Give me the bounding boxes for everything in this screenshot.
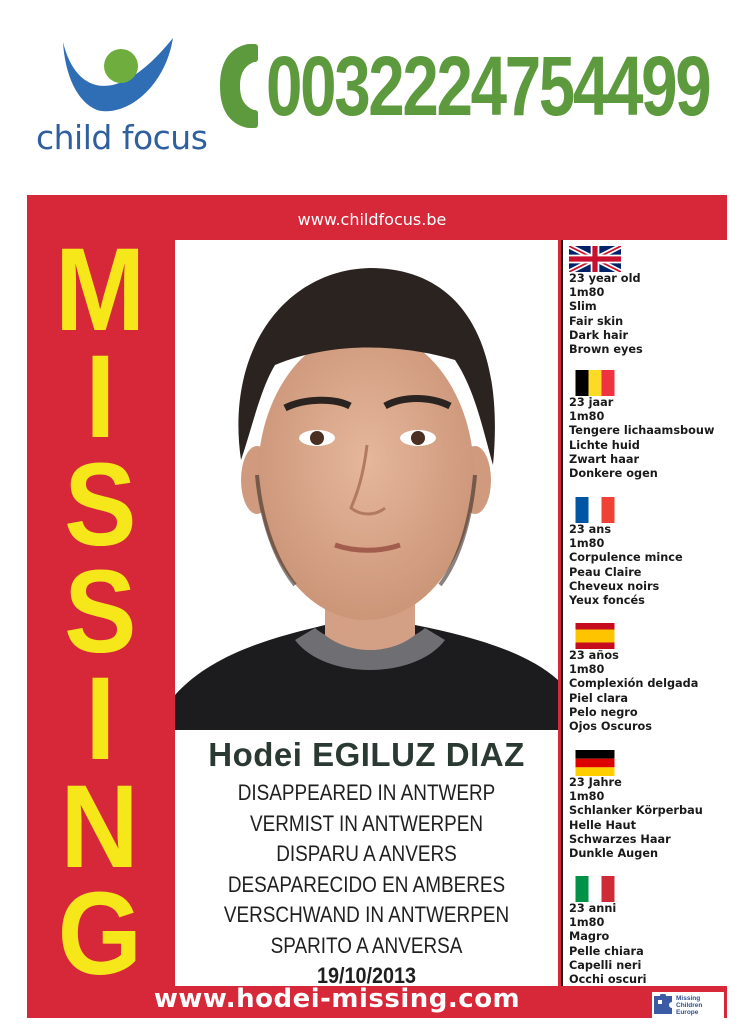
description-line: 1m80 — [569, 410, 605, 424]
description-line: Capelli neri — [569, 958, 642, 972]
description-line: 23 year old — [569, 272, 641, 285]
bottom-url: www.hodei-missing.com — [153, 984, 521, 1014]
description-line: Brown eyes — [569, 343, 643, 357]
child-focus-emblem-icon — [55, 30, 195, 120]
italy-flag-icon — [569, 876, 621, 902]
description-line: Dark hair — [569, 328, 629, 342]
mce-line: Europe — [676, 1008, 699, 1016]
puzzle-piece-icon — [652, 994, 674, 1016]
missing-person-name: Hodei EGILUZ DIAZ — [208, 736, 525, 773]
france-flag-icon — [569, 497, 621, 523]
description-line: Tengere lichaamsbouw — [569, 424, 715, 438]
missing-letter: S — [63, 438, 137, 571]
description-line: 23 ans — [569, 523, 612, 536]
description-line: Magro — [569, 930, 610, 944]
description-spanish — [569, 623, 729, 734]
missing-letter: N — [60, 760, 140, 893]
description-line: Donkere ogen — [569, 467, 658, 481]
disappeared-line-de: VERSCHWAND IN ANTWERPEN — [223, 902, 510, 927]
description-line: Fair skin — [569, 314, 624, 328]
missing-banner — [27, 224, 173, 1000]
portrait-photo — [175, 240, 558, 730]
disappearance-date: 19/10/2013 — [316, 963, 417, 988]
description-line: Lichte huid — [569, 438, 640, 452]
description-dutch — [569, 370, 729, 481]
spain-flag-icon — [569, 623, 621, 649]
description-german — [569, 750, 729, 861]
phone-handset-icon — [214, 40, 268, 132]
belgium-flag-icon — [569, 370, 621, 396]
missing-letter: S — [63, 545, 137, 678]
description-line: Cheveux noirs — [569, 579, 660, 593]
missing-children-europe-logo — [652, 992, 724, 1018]
descriptions-column — [561, 240, 729, 986]
uk-flag-icon — [569, 246, 621, 272]
disappeared-line-en: DISAPPEARED IN ANTWERP — [237, 780, 496, 805]
germany-flag-icon — [569, 750, 621, 776]
description-line: 23 jaar — [569, 396, 614, 409]
description-line: Schlanker Körperbau — [569, 804, 703, 818]
description-line: Dunkle Augen — [569, 847, 659, 861]
phone-number: 0032224754499 — [266, 38, 710, 133]
disappeared-line-nl: VERMIST IN ANTWERPEN — [249, 810, 484, 836]
description-line: 1m80 — [569, 790, 605, 804]
description-line: Occhi oscuri — [569, 973, 647, 987]
description-line: Pelle chiara — [569, 944, 644, 958]
hotline-phone — [214, 36, 744, 136]
description-line: Yeux foncés — [569, 594, 645, 608]
missing-letter: I — [84, 331, 116, 464]
description-line: 1m80 — [569, 286, 605, 300]
description-line: Helle Haut — [569, 818, 636, 832]
description-line: Pelo negro — [569, 705, 638, 719]
child-focus-logo — [30, 30, 220, 160]
description-line: 23 Jahre — [569, 776, 622, 789]
description-line: 1m80 — [569, 663, 605, 677]
description-line: Slim — [569, 300, 597, 314]
description-line: 1m80 — [569, 916, 605, 930]
missing-info-panel — [175, 730, 558, 986]
disappeared-line-it: SPARITO A ANVERSA — [270, 932, 463, 958]
description-italian — [569, 876, 729, 987]
description-line: 1m80 — [569, 537, 605, 551]
missing-letter: G — [57, 867, 143, 1000]
mce-logo-text — [676, 995, 702, 1016]
description-line: Peau Claire — [569, 565, 642, 579]
description-line: Ojos Oscuros — [569, 720, 653, 734]
mce-line: Children — [676, 1001, 703, 1009]
disappeared-line-fr: DISPARU A ANVERS — [276, 841, 457, 866]
description-line: 23 años — [569, 649, 619, 662]
description-line: Schwarzes Haar — [569, 832, 671, 846]
description-line: Piel clara — [569, 691, 629, 705]
description-french — [569, 497, 729, 608]
description-line: Corpulence mince — [569, 551, 683, 565]
logo-text: child focus — [36, 118, 208, 157]
description-english — [569, 246, 729, 357]
missing-letter: I — [84, 653, 116, 786]
missing-letter: M — [54, 224, 146, 356]
description-line: Complexión delgada — [569, 677, 699, 691]
disappeared-line-es: DESAPARECIDO EN AMBERES — [227, 871, 506, 897]
mce-line: Missing — [676, 994, 701, 1002]
description-line: 23 anni — [569, 902, 617, 915]
description-line: Zwart haar — [569, 452, 640, 466]
top-url: www.childfocus.be — [297, 210, 447, 229]
